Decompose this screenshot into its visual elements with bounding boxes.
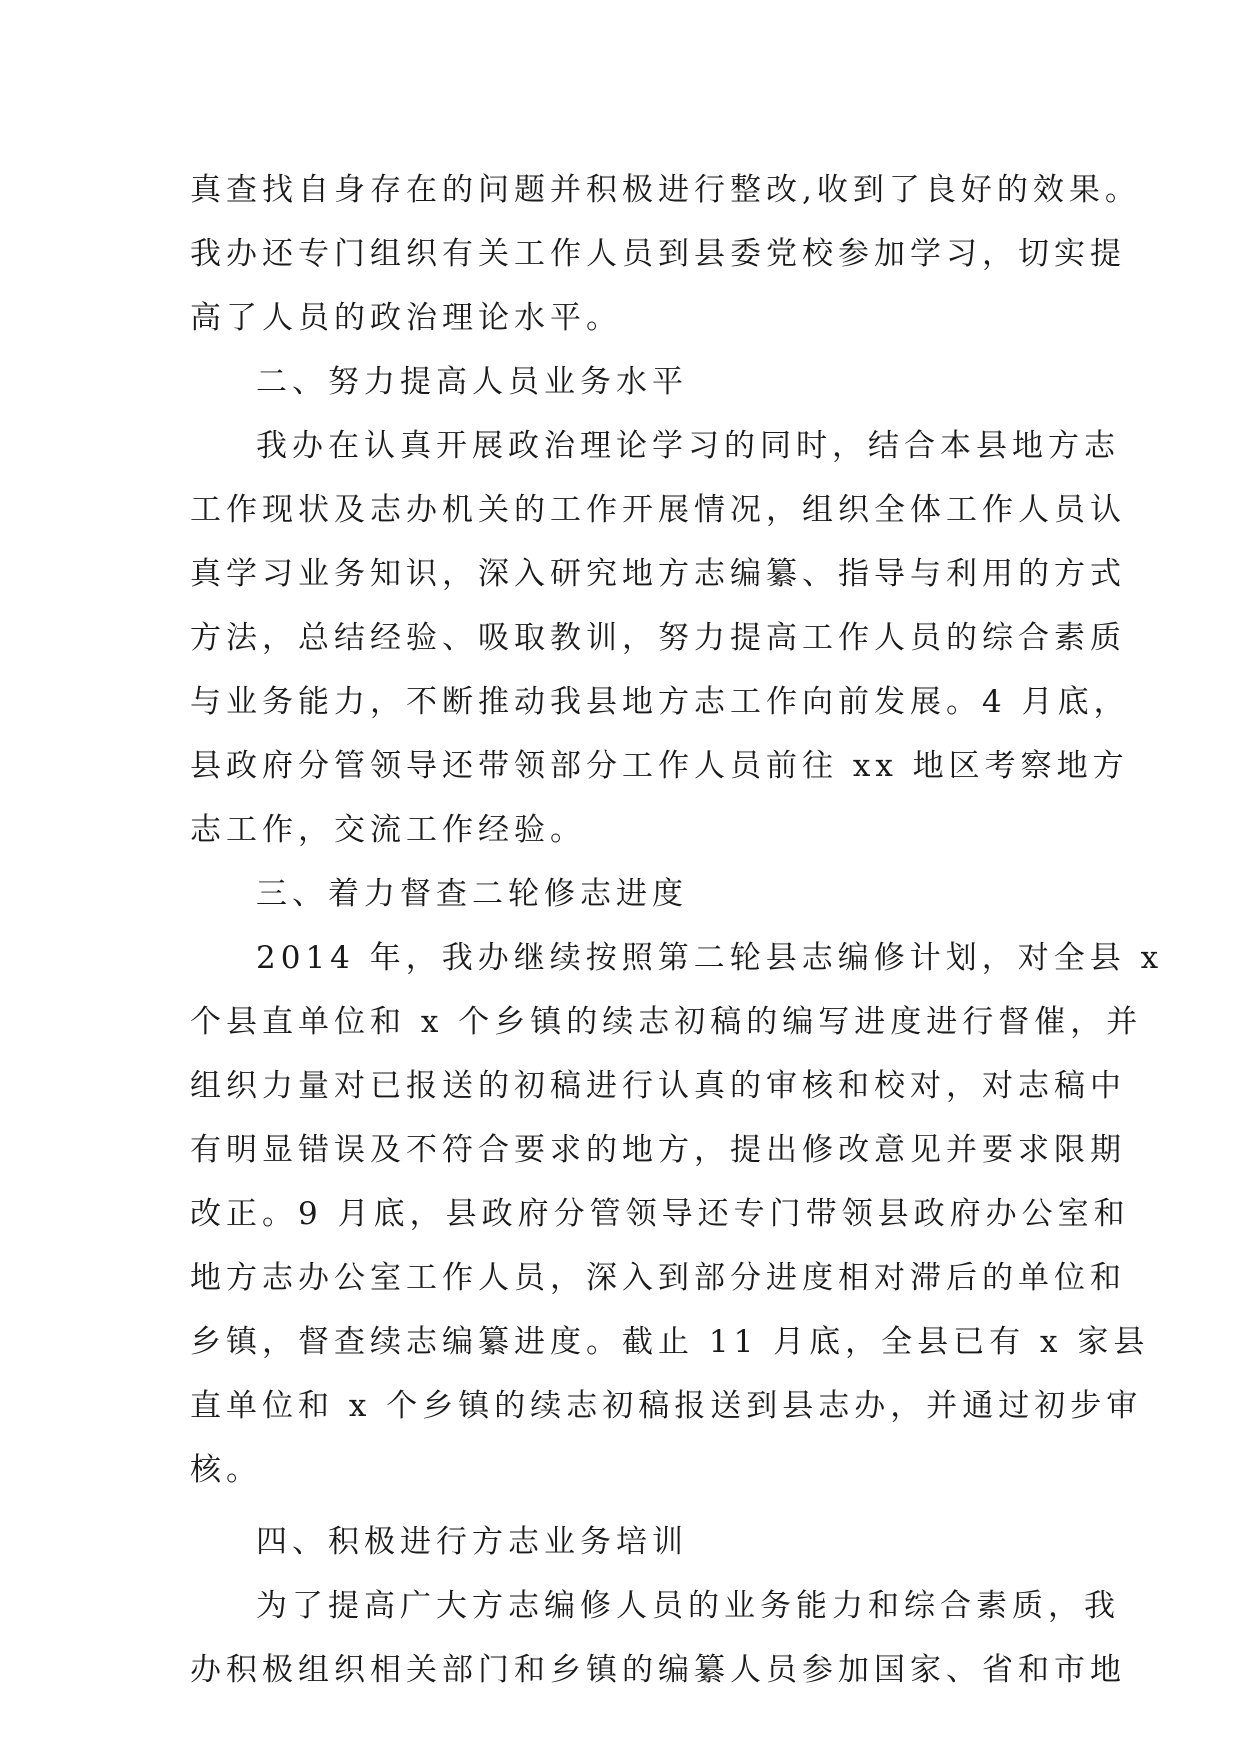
section-heading-3: 三、着力督查二轮修志进度 bbox=[256, 876, 688, 912]
body-line: 2014 年，我办继续按照第二轮县志编修计划，对全县 x bbox=[256, 940, 1164, 976]
section-heading-2: 二、努力提高人员业务水平 bbox=[256, 364, 688, 400]
body-line: 有明显错误及不符合要求的地方，提出修改意见并要求限期 bbox=[190, 1132, 1126, 1168]
body-line: 方法，总结经验、吸取教训，努力提高工作人员的综合素质 bbox=[190, 620, 1126, 656]
body-line: 办积极组织相关部门和乡镇的编纂人员参加国家、省和市地 bbox=[190, 1652, 1126, 1688]
body-line: 高了人员的政治理论水平。 bbox=[190, 300, 622, 336]
body-line: 组织力量对已报送的初稿进行认真的审核和校对，对志稿中 bbox=[190, 1068, 1126, 1104]
body-line: 县政府分管领导还带领部分工作人员前往 xx 地区考察地方 bbox=[190, 748, 1129, 784]
body-line: 工作现状及志办机关的工作开展情况，组织全体工作人员认 bbox=[190, 492, 1126, 528]
body-line: 真学习业务知识，深入研究地方志编纂、指导与利用的方式 bbox=[190, 556, 1126, 592]
body-line: 改正。9 月底，县政府分管领导还专门带领县政府办公室和 bbox=[190, 1196, 1130, 1232]
body-line: 真查找自身存在的问题并积极进行整改,收到了良好的效果。 bbox=[190, 172, 1141, 208]
body-line: 个县直单位和 x 个乡镇的续志初稿的编写进度进行督催，并 bbox=[190, 1004, 1143, 1040]
body-line: 直单位和 x 个乡镇的续志初稿报送到县志办，并通过初步审 bbox=[190, 1388, 1143, 1424]
body-line: 核。 bbox=[190, 1452, 262, 1488]
body-line: 乡镇，督查续志编纂进度。截止 11 月底，全县已有 x 家县 bbox=[190, 1324, 1150, 1360]
document-body bbox=[190, 158, 1164, 1702]
body-line: 地方志办公室工作人员，深入到部分进度相对滞后的单位和 bbox=[190, 1260, 1126, 1296]
body-line: 我办在认真开展政治理论学习的同时，结合本县地方志 bbox=[256, 428, 1120, 464]
body-line: 为了提高广大方志编修人员的业务能力和综合素质，我 bbox=[256, 1588, 1120, 1624]
body-line: 志工作，交流工作经验。 bbox=[190, 812, 586, 848]
section-heading-4: 四、积极进行方志业务培训 bbox=[256, 1524, 688, 1560]
body-line: 与业务能力，不断推动我县地方志工作向前发展。4 月底， bbox=[190, 684, 1130, 720]
body-line: 我办还专门组织有关工作人员到县委党校参加学习，切实提 bbox=[190, 236, 1126, 272]
